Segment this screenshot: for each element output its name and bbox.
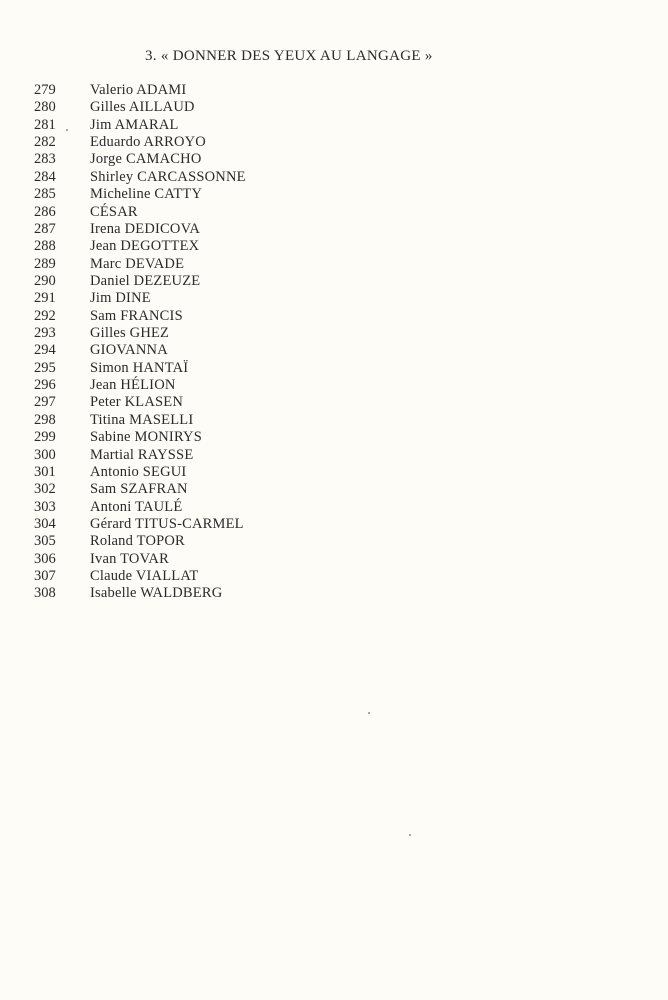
artist-name: Martial RAYSSE <box>90 446 194 463</box>
entry-number: 303 <box>34 498 56 515</box>
artist-name: Ivan TOVAR <box>90 550 169 567</box>
list-item <box>34 273 246 290</box>
artist-name: Jim AMARAL <box>90 116 179 133</box>
list-item <box>34 464 246 481</box>
artist-name: Gilles GHEZ <box>90 325 170 342</box>
artist-list <box>34 82 246 603</box>
entry-number: 279 <box>34 82 56 98</box>
entry-number: 299 <box>34 429 56 446</box>
list-item <box>34 204 246 221</box>
list-item <box>34 325 246 342</box>
entry-number: 295 <box>34 359 56 376</box>
list-item <box>34 568 246 585</box>
entry-number: 294 <box>34 342 56 359</box>
entry-number: 286 <box>34 203 56 220</box>
list-item <box>34 429 246 446</box>
entry-number: 305 <box>34 533 56 550</box>
list-item <box>34 151 246 168</box>
entry-number: 298 <box>34 411 56 428</box>
artist-name: Eduardo ARROYO <box>90 134 206 151</box>
artist-name: Titina MASELLI <box>90 411 194 428</box>
list-item <box>34 221 246 238</box>
list-item <box>34 412 246 429</box>
artist-name: Claude VIALLAT <box>90 568 199 585</box>
entry-number: 287 <box>34 220 56 237</box>
entry-number: 300 <box>34 446 56 463</box>
artist-name: Antonio SEGUI <box>90 463 187 480</box>
list-item <box>34 308 246 325</box>
entry-number: 288 <box>34 238 56 255</box>
list-item <box>34 516 246 533</box>
entry-number: 307 <box>34 568 56 585</box>
list-item <box>34 481 246 498</box>
artist-name: Gilles AILLAUD <box>90 99 195 116</box>
list-item <box>34 169 246 186</box>
entry-number: 306 <box>34 550 56 567</box>
artist-name: Simon HANTAÏ <box>90 359 189 376</box>
entry-number: 304 <box>34 515 56 532</box>
paper-speck <box>409 834 411 836</box>
artist-name: Valerio ADAMI <box>90 82 187 98</box>
list-item <box>34 585 246 602</box>
entry-number: 285 <box>34 186 56 203</box>
entry-number: 289 <box>34 255 56 272</box>
list-item <box>34 134 246 151</box>
list-item <box>34 186 246 203</box>
entry-number: 292 <box>34 307 56 324</box>
paper-speck <box>368 712 370 714</box>
list-item <box>34 342 246 359</box>
entry-number: 282 <box>34 134 56 151</box>
entry-number: 308 <box>34 585 56 602</box>
entry-number: 290 <box>34 272 56 289</box>
entry-number: 280 <box>34 99 56 116</box>
list-item <box>34 360 246 377</box>
list-item <box>34 447 246 464</box>
list-item <box>34 377 246 394</box>
artist-name: Shirley CARCASSONNE <box>90 168 246 185</box>
list-item <box>34 551 246 568</box>
list-item <box>34 238 246 255</box>
artist-name: GIOVANNA <box>90 342 168 359</box>
artist-name: Sam SZAFRAN <box>90 481 188 498</box>
artist-name: Irena DEDICOVA <box>90 220 201 237</box>
section-heading: 3. « DONNER DES YEUX AU LANGAGE » <box>145 48 433 64</box>
artist-name: Gérard TITUS-CARMEL <box>90 515 244 532</box>
artist-name: CÉSAR <box>90 203 138 220</box>
entry-number: 302 <box>34 481 56 498</box>
entry-number: 296 <box>34 377 56 394</box>
artist-name: Sam FRANCIS <box>90 307 183 324</box>
entry-number: 297 <box>34 394 56 411</box>
artist-name: Daniel DEZEUZE <box>90 272 201 289</box>
artist-name: Jean DEGOTTEX <box>90 238 200 255</box>
artist-name: Sabine MONIRYS <box>90 429 202 446</box>
list-item <box>34 99 246 116</box>
entry-number: 291 <box>34 290 56 307</box>
paper-speck <box>66 129 68 131</box>
list-item <box>34 256 246 273</box>
entry-number: 283 <box>34 151 56 168</box>
artist-name: Jim DINE <box>90 290 151 307</box>
entry-number: 293 <box>34 325 56 342</box>
entry-number: 301 <box>34 463 56 480</box>
list-item <box>34 290 246 307</box>
list-item <box>34 394 246 411</box>
list-item <box>34 533 246 550</box>
list-item <box>34 499 246 516</box>
list-item <box>34 82 246 99</box>
artist-name: Antoni TAULÉ <box>90 498 183 515</box>
entry-number: 281 <box>34 116 56 133</box>
entry-number: 284 <box>34 168 56 185</box>
artist-name: Roland TOPOR <box>90 533 185 550</box>
artist-name: Marc DEVADE <box>90 255 185 272</box>
artist-name: Isabelle WALDBERG <box>90 585 223 602</box>
artist-name: Jorge CAMACHO <box>90 151 202 168</box>
artist-name: Peter KLASEN <box>90 394 184 411</box>
artist-name: Jean HÉLION <box>90 377 176 394</box>
list-item <box>34 117 246 134</box>
artist-name: Micheline CATTY <box>90 186 203 203</box>
